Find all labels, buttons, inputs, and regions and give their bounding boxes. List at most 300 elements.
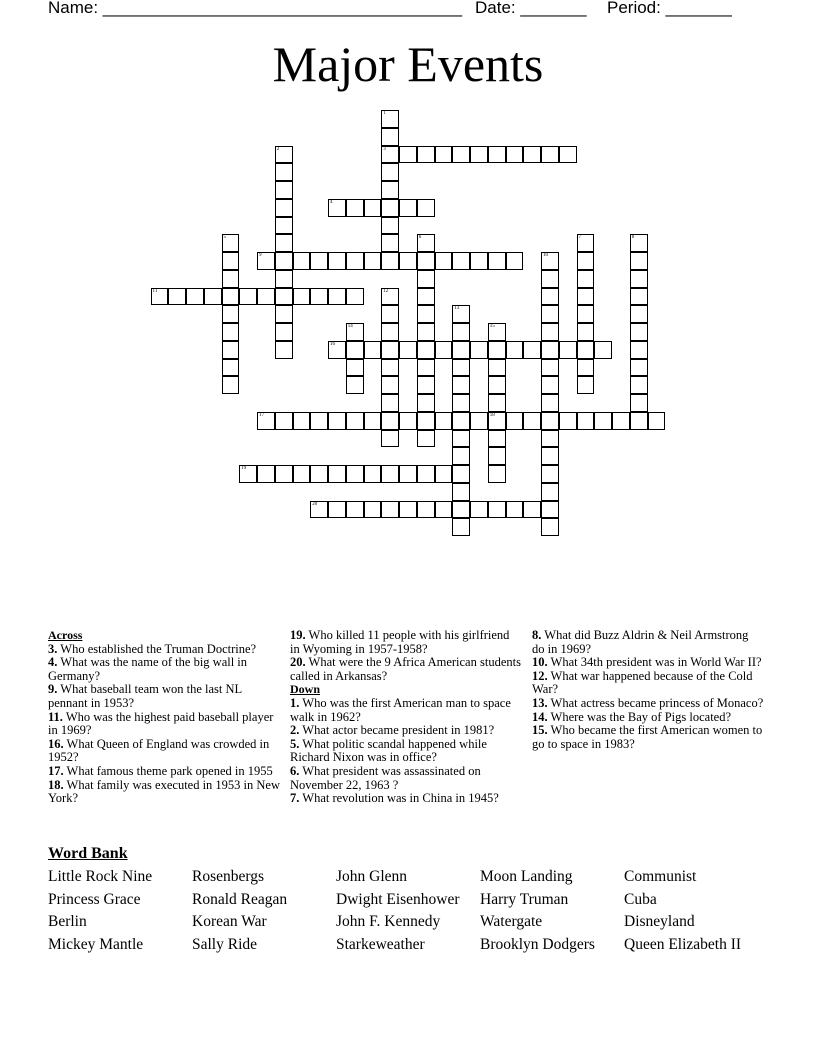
word-bank-item: Mickey Mantle: [48, 936, 144, 954]
crossword-cell[interactable]: [541, 518, 559, 536]
crossword-cell[interactable]: [364, 252, 382, 270]
crossword-cell[interactable]: [257, 412, 275, 430]
crossword-cell[interactable]: [417, 430, 435, 448]
crossword-cell[interactable]: [381, 376, 399, 394]
crossword-cell[interactable]: [222, 341, 240, 359]
word-bank-item: John Glenn: [336, 868, 408, 885]
crossword-cell[interactable]: [541, 447, 559, 465]
crossword-cell[interactable]: [452, 518, 470, 536]
crossword-cell[interactable]: [523, 412, 541, 430]
clue-number: 13: [454, 306, 460, 312]
clue-text: Who became the first American women to go to space in 1983?: [532, 723, 763, 751]
crossword-cell[interactable]: [488, 465, 506, 483]
crossword-cell[interactable]: [435, 465, 453, 483]
crossword-cell[interactable]: [541, 465, 559, 483]
clue-across-20: [290, 656, 522, 683]
clue-across-4: [48, 656, 280, 683]
crossword-cell[interactable]: [275, 163, 293, 181]
crossword-cell[interactable]: [488, 252, 506, 270]
clue-text: What Queen of England was crowded in 1952?: [48, 736, 270, 765]
crossword-cell[interactable]: [506, 146, 524, 164]
word-bank-column: [336, 866, 480, 957]
word-bank-item: Disneyland: [624, 913, 695, 931]
crossword-cell[interactable]: [559, 146, 577, 164]
clue-down-8: [532, 629, 764, 656]
crossword-cell[interactable]: [417, 376, 435, 394]
crossword-cell[interactable]: [417, 341, 435, 359]
word-bank-item: Harry Truman: [480, 890, 569, 908]
word-bank-column: [480, 866, 624, 957]
crossword-cell[interactable]: [452, 501, 470, 519]
crossword-cell[interactable]: [577, 359, 595, 377]
clue-text: What revolution was in China in 1945?: [302, 791, 499, 806]
crossword-cell[interactable]: [630, 341, 648, 359]
crossword-cell[interactable]: [275, 181, 293, 199]
clue-number-label: 5.: [290, 736, 300, 751]
word-bank-item: Korean War: [192, 913, 267, 931]
crossword-cell[interactable]: [523, 146, 541, 164]
crossword-cell[interactable]: [488, 394, 506, 412]
crossword-cell[interactable]: [310, 252, 328, 270]
clue-text: What president was assassinated on November 22, 1963 ?: [290, 763, 481, 792]
crossword-cell[interactable]: [470, 252, 488, 270]
crossword-cell[interactable]: [417, 305, 435, 323]
clue-number: 11: [152, 288, 158, 294]
clue-number: 19: [241, 466, 247, 471]
clue-text: What family was executed in 1953 in New York?: [48, 777, 281, 806]
word-bank-item: Dwight Eisenhower: [336, 890, 460, 908]
crossword-cell[interactable]: [541, 341, 559, 359]
clue-text: What politic scandal happened while Richard Nixon was in office?: [290, 736, 487, 765]
word-bank-item: Sally Ride: [192, 936, 258, 954]
crossword-cell[interactable]: [381, 359, 399, 377]
crossword-cell[interactable]: [488, 359, 506, 377]
clue-text: What were the 9 Africa American students called in Arkansas?: [290, 655, 521, 683]
crossword-cell[interactable]: [488, 146, 506, 164]
crossword-cell[interactable]: [275, 217, 293, 235]
name-field[interactable]: Name: ______________________________________: [48, 0, 463, 17]
crossword-cell[interactable]: [470, 341, 488, 359]
page-title: Major Events: [272, 36, 544, 92]
crossword-cell[interactable]: [452, 394, 470, 412]
crossword-cell[interactable]: [381, 110, 399, 128]
crossword-cell[interactable]: [488, 447, 506, 465]
across-heading: Across: [48, 628, 83, 642]
crossword-cell[interactable]: [346, 465, 364, 483]
crossword-cell[interactable]: [452, 465, 470, 483]
word-bank-item: Brooklyn Dodgers: [480, 936, 595, 954]
crossword-cell[interactable]: [630, 394, 648, 412]
crossword-cell[interactable]: [239, 465, 257, 483]
crossword-cell[interactable]: [488, 376, 506, 394]
crossword-cell[interactable]: [328, 288, 346, 306]
clue-down-2: [290, 724, 522, 738]
clue-text: What was the name of the big wall in Germany?: [48, 655, 248, 683]
clue-down-14: [532, 711, 764, 725]
crossword-cell[interactable]: [222, 252, 240, 270]
crossword-cell[interactable]: [381, 288, 399, 306]
crossword-cell[interactable]: [506, 501, 524, 519]
word-bank-item: Cuba: [624, 890, 657, 908]
clue-number: 17: [259, 412, 264, 418]
crossword-cell[interactable]: [275, 252, 293, 270]
clue-number-label: 19.: [290, 628, 306, 642]
crossword-cell[interactable]: [488, 341, 506, 359]
crossword-cell[interactable]: [541, 376, 559, 394]
crossword-cell[interactable]: [470, 501, 488, 519]
clue-number-label: 1.: [290, 695, 300, 710]
crossword-cell[interactable]: [541, 270, 559, 288]
crossword-cell[interactable]: [222, 305, 240, 323]
crossword-cell[interactable]: [186, 288, 204, 306]
clue-number-label: 9.: [48, 682, 58, 697]
crossword-cell[interactable]: [239, 288, 257, 306]
clue-number: 20: [312, 501, 318, 507]
crossword-cell[interactable]: [541, 323, 559, 341]
crossword-cell[interactable]: [470, 412, 488, 430]
clue-across-3: [48, 643, 280, 657]
period-field[interactable]: Period: _______: [607, 0, 732, 17]
clue-text: Who established the Truman Doctrine?: [60, 641, 257, 656]
clue-number-label: 7.: [290, 791, 300, 806]
word-bank-item: Princess Grace: [48, 890, 141, 908]
crossword-cell[interactable]: [577, 234, 595, 252]
crossword-cell[interactable]: [346, 323, 364, 341]
crossword-cell[interactable]: [577, 341, 595, 359]
crossword-cell[interactable]: [452, 146, 470, 164]
crossword-cell[interactable]: [328, 341, 346, 359]
crossword-cell[interactable]: [381, 412, 399, 430]
crossword-cell[interactable]: [630, 305, 648, 323]
crossword-cell[interactable]: [222, 234, 240, 252]
crossword-cell[interactable]: [275, 465, 293, 483]
crossword-cell[interactable]: [488, 501, 506, 519]
clue-text: What actress became princess of Monaco?: [550, 695, 764, 710]
crossword-cell[interactable]: [399, 501, 417, 519]
crossword-cell[interactable]: [222, 323, 240, 341]
crossword-cell[interactable]: [346, 359, 364, 377]
clue-text: What actor became president in 1981?: [302, 723, 495, 738]
crossword-cell[interactable]: [417, 288, 435, 306]
clue-number: 1: [383, 111, 386, 116]
crossword-cell[interactable]: [417, 501, 435, 519]
crossword-cell[interactable]: [222, 288, 240, 306]
crossword-cell[interactable]: [381, 394, 399, 412]
crossword-cell[interactable]: [630, 270, 648, 288]
crossword-cell[interactable]: [541, 483, 559, 501]
crossword-cell[interactable]: [630, 252, 648, 270]
word-bank-item: Ronald Reagan: [192, 890, 288, 908]
crossword-cell[interactable]: [275, 305, 293, 323]
crossword-cell[interactable]: [275, 341, 293, 359]
crossword-cell[interactable]: [328, 412, 346, 430]
word-bank-item: Queen Elizabeth II: [624, 936, 742, 954]
crossword-cell[interactable]: [275, 234, 293, 252]
clue-number: 8: [631, 235, 635, 241]
crossword-cell[interactable]: [577, 270, 595, 288]
crossword-cell[interactable]: [168, 288, 186, 306]
clue-text: Who killed 11 people with his girlfriend in Wyoming in 1957-1958?: [290, 628, 510, 656]
crossword-cell[interactable]: [381, 305, 399, 323]
crossword-cell[interactable]: [594, 341, 612, 359]
crossword-cell[interactable]: [328, 501, 346, 519]
crossword-cell[interactable]: [630, 323, 648, 341]
crossword-cell[interactable]: [452, 341, 470, 359]
crossword-cell[interactable]: [381, 146, 399, 164]
clue-down-13: [532, 697, 764, 711]
clue-number: 4: [330, 199, 333, 205]
crossword-cell[interactable]: [523, 501, 541, 519]
crossword-cell[interactable]: [364, 199, 382, 217]
word-bank-title: Word Bank: [48, 845, 128, 862]
crossword-cell[interactable]: [541, 252, 559, 270]
crossword-cell[interactable]: [275, 146, 293, 164]
clue-number-label: 12.: [532, 668, 548, 683]
clue-text: Who was the first American man to space walk in 1962?: [290, 695, 511, 724]
crossword-cell[interactable]: [452, 376, 470, 394]
crossword-cell[interactable]: [541, 288, 559, 306]
clue-number-label: 13.: [532, 695, 548, 710]
crossword-cell[interactable]: [310, 412, 328, 430]
crossword-cell[interactable]: [577, 288, 595, 306]
crossword-cell[interactable]: [417, 359, 435, 377]
clues-column-1: [48, 629, 280, 806]
crossword-cell[interactable]: [470, 146, 488, 164]
clue-across-16: [48, 738, 280, 765]
clue-number: 9: [259, 253, 262, 258]
crossword-cell[interactable]: [381, 181, 399, 199]
crossword-cell[interactable]: [435, 412, 453, 430]
crossword-cell[interactable]: [506, 412, 524, 430]
crossword-cell[interactable]: [435, 501, 453, 519]
crossword-cell[interactable]: [541, 412, 559, 430]
clue-number-label: 3.: [48, 641, 58, 656]
crossword-cell[interactable]: [594, 412, 612, 430]
crossword-cell[interactable]: [346, 199, 364, 217]
crossword-cell[interactable]: [452, 359, 470, 377]
crossword-cell[interactable]: [381, 252, 399, 270]
crossword-cell[interactable]: [364, 501, 382, 519]
clue-number-label: 17.: [48, 763, 64, 778]
crossword-cell[interactable]: [381, 217, 399, 235]
crossword-cell[interactable]: [346, 288, 364, 306]
crossword-cell[interactable]: [328, 465, 346, 483]
crossword-cell[interactable]: [257, 465, 275, 483]
clue-number: 14: [347, 324, 353, 329]
crossword-cell[interactable]: [488, 412, 506, 430]
crossword-cell[interactable]: [417, 465, 435, 483]
word-bank-item: Starkeweather: [336, 936, 425, 954]
word-bank-item: Berlin: [48, 913, 87, 931]
clues-column-3: [532, 629, 764, 751]
crossword-cell[interactable]: [346, 501, 364, 519]
crossword-cell[interactable]: [452, 412, 470, 430]
crossword-cell[interactable]: [577, 376, 595, 394]
crossword-cell[interactable]: [364, 341, 382, 359]
crossword-cell[interactable]: [648, 412, 666, 430]
crossword-cell[interactable]: [452, 305, 470, 323]
crossword-cell[interactable]: [381, 465, 399, 483]
crossword-cell[interactable]: [417, 146, 435, 164]
crossword-cell[interactable]: [541, 501, 559, 519]
crossword-cell[interactable]: [577, 412, 595, 430]
crossword-cell[interactable]: [541, 305, 559, 323]
clue-across-19: [290, 629, 522, 656]
crossword-cell[interactable]: [364, 412, 382, 430]
crossword-cell[interactable]: [293, 252, 311, 270]
crossword-cell[interactable]: [399, 412, 417, 430]
crossword-cell[interactable]: [381, 430, 399, 448]
crossword-cell[interactable]: [417, 252, 435, 270]
crossword-cell[interactable]: [381, 234, 399, 252]
clue-across-17: [48, 765, 280, 779]
crossword-cell[interactable]: [435, 146, 453, 164]
crossword-cell[interactable]: [399, 252, 417, 270]
crossword-cell[interactable]: [506, 341, 524, 359]
crossword-cell[interactable]: [151, 288, 169, 306]
crossword-cell[interactable]: [435, 341, 453, 359]
crossword-cell[interactable]: [417, 270, 435, 288]
crossword-cell[interactable]: [381, 163, 399, 181]
crossword-cell[interactable]: [346, 252, 364, 270]
crossword-cell[interactable]: [488, 323, 506, 341]
clue-number: 12: [383, 288, 389, 294]
crossword-cell[interactable]: [399, 465, 417, 483]
word-bank-item: Moon Landing: [480, 868, 573, 885]
crossword-cell[interactable]: [328, 252, 346, 270]
crossword-cell[interactable]: [452, 252, 470, 270]
clue-text: What war happened because of the Cold War?: [532, 668, 753, 697]
crossword-cell[interactable]: [399, 146, 417, 164]
crossword-cell[interactable]: [452, 483, 470, 501]
crossword-cell[interactable]: [364, 465, 382, 483]
clue-down-10: [532, 656, 764, 670]
crossword-cell[interactable]: [381, 323, 399, 341]
clue-number: 2: [276, 146, 280, 152]
word-bank-item: John F. Kennedy: [336, 913, 441, 931]
clue-text: Who was the highest paid baseball player in 1969?: [48, 709, 274, 738]
clue-number: 6: [418, 235, 422, 241]
crossword-cell[interactable]: [381, 199, 399, 217]
crossword-cell[interactable]: [488, 430, 506, 448]
clue-number-label: 20.: [290, 655, 306, 670]
crossword-cell[interactable]: [381, 128, 399, 146]
crossword-cell[interactable]: [612, 412, 630, 430]
crossword-cell[interactable]: [435, 252, 453, 270]
clue-number: 16: [330, 341, 335, 347]
crossword-cell[interactable]: [417, 323, 435, 341]
crossword-cell[interactable]: [346, 341, 364, 359]
down-heading: Down: [290, 682, 321, 697]
crossword-cell[interactable]: [381, 341, 399, 359]
crossword-cell[interactable]: [293, 412, 311, 430]
clue-across-9: [48, 683, 280, 710]
crossword-cell[interactable]: [523, 341, 541, 359]
crossword-cell[interactable]: [399, 199, 417, 217]
word-bank-item: Watergate: [480, 913, 543, 931]
crossword-cell[interactable]: [559, 341, 577, 359]
crossword-cell[interactable]: [222, 359, 240, 377]
clues-column-2: [290, 629, 522, 806]
clue-number-label: 6.: [290, 763, 300, 778]
clue-number: 10: [543, 253, 548, 258]
crossword-cell[interactable]: [541, 146, 559, 164]
crossword-cell[interactable]: [506, 252, 524, 270]
crossword-cell[interactable]: [328, 199, 346, 217]
clue-number-label: 10.: [532, 655, 548, 670]
crossword-cell[interactable]: [275, 288, 293, 306]
clue-number-label: 2.: [290, 723, 300, 738]
crossword-cell[interactable]: [222, 270, 240, 288]
crossword-cell[interactable]: [541, 430, 559, 448]
crossword-cell[interactable]: [541, 394, 559, 412]
crossword-cell[interactable]: [630, 359, 648, 377]
crossword-cell[interactable]: [630, 234, 648, 252]
crossword-cell[interactable]: [275, 199, 293, 217]
clue-down-5: [290, 738, 522, 765]
crossword-cell[interactable]: [417, 199, 435, 217]
crossword-cell[interactable]: [559, 412, 577, 430]
word-bank-column: [48, 866, 192, 957]
crossword-cell[interactable]: [452, 430, 470, 448]
crossword-cell[interactable]: [577, 252, 595, 270]
crossword-cell[interactable]: [452, 447, 470, 465]
crossword-cell[interactable]: [275, 270, 293, 288]
crossword-cell[interactable]: [346, 376, 364, 394]
crossword-cell[interactable]: [417, 412, 435, 430]
clue-text: What did Buzz Aldrin & Neil Armstrong do in 1969?: [532, 628, 749, 656]
crossword-cell[interactable]: [577, 305, 595, 323]
clue-number-label: 8.: [532, 628, 542, 642]
crossword-cell[interactable]: [417, 234, 435, 252]
clue-text: What famous theme park opened in 1955: [66, 763, 273, 778]
clue-number-label: 15.: [532, 723, 548, 738]
clue-number-label: 4.: [48, 655, 58, 670]
clue-across-11: [48, 711, 280, 738]
crossword-cell[interactable]: [222, 376, 240, 394]
crossword-cell[interactable]: [399, 341, 417, 359]
clue-down-15: [532, 724, 764, 751]
crossword-cell[interactable]: [310, 288, 328, 306]
crossword-cell[interactable]: [630, 288, 648, 306]
crossword-cell[interactable]: [257, 288, 275, 306]
crossword-cell[interactable]: [257, 252, 275, 270]
crossword-cell[interactable]: [417, 394, 435, 412]
clue-down-6: [290, 765, 522, 792]
crossword-cell[interactable]: [310, 465, 328, 483]
crossword-cell[interactable]: [275, 323, 293, 341]
word-bank-item: Communist: [624, 868, 697, 885]
clue-text: Where was the Bay of Pigs located?: [550, 709, 732, 724]
clue-number: 3: [383, 146, 386, 152]
crossword-cell[interactable]: [346, 412, 364, 430]
crossword-cell[interactable]: [452, 323, 470, 341]
crossword-cell[interactable]: [204, 288, 222, 306]
crossword-cell[interactable]: [293, 288, 311, 306]
crossword-cell[interactable]: [541, 359, 559, 377]
crossword-cell[interactable]: [630, 412, 648, 430]
word-bank-item: Rosenbergs: [192, 868, 265, 885]
date-field[interactable]: Date: _______: [475, 0, 587, 17]
crossword-cell[interactable]: [630, 376, 648, 394]
crossword-cell[interactable]: [293, 465, 311, 483]
crossword-cell[interactable]: [310, 501, 328, 519]
clue-number-label: 14.: [532, 709, 548, 724]
crossword-cell[interactable]: [275, 412, 293, 430]
crossword-cell[interactable]: [577, 323, 595, 341]
crossword-cell[interactable]: [381, 501, 399, 519]
word-bank-column: [624, 866, 768, 957]
